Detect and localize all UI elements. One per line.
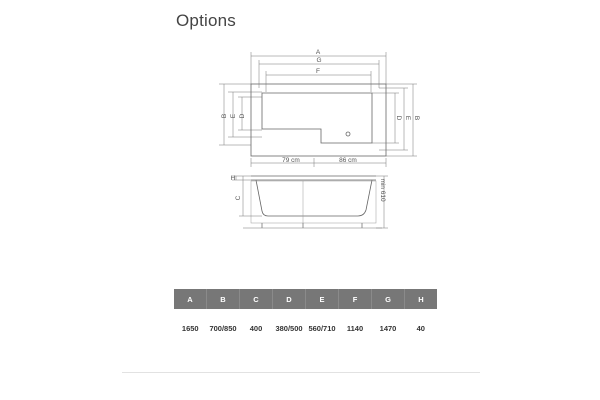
dim-label-d-left: D (239, 113, 246, 119)
dim-label-right-width: 86 cm (339, 157, 357, 164)
dim-label-min-height: min 610 (379, 178, 386, 202)
drain-hole (346, 132, 350, 136)
dimensions-value-row (174, 317, 437, 339)
side-dimension-labels (231, 175, 386, 202)
dim-label-a: A (315, 49, 321, 56)
side-dimension-lines (232, 176, 388, 228)
header-cell-f: F (339, 289, 372, 309)
header-cell-h: H (405, 289, 438, 309)
footer-divider (122, 372, 480, 373)
side-view (243, 176, 382, 228)
header-cell-a: A (174, 289, 207, 309)
dim-label-d-right: D (395, 115, 402, 121)
tub-inner-basin (262, 93, 372, 143)
header-cell-d: D (273, 289, 306, 309)
dim-label-h: H (230, 175, 236, 182)
value-cell-f: 1140 (346, 323, 364, 333)
value-cell-e: 560/710 (308, 323, 336, 333)
dim-label-b-left: B (221, 113, 228, 119)
value-cell-g: 1470 (379, 323, 397, 333)
dim-label-e-right: E (404, 115, 411, 121)
header-cell-g: G (372, 289, 405, 309)
tub-outer-rim (251, 84, 386, 156)
dim-label-g: G (316, 57, 322, 64)
dim-label-left-width: 79 cm (282, 157, 300, 164)
tub-side-body (256, 180, 372, 216)
header-cell-e: E (306, 289, 339, 309)
header-cell-b: B (207, 289, 240, 309)
dimensions-header-row (174, 289, 437, 309)
value-cell-c: 400 (249, 323, 263, 333)
tub-panel (251, 181, 376, 223)
value-cell-d: 380/500 (275, 323, 303, 333)
dim-label-f: F (316, 68, 320, 75)
dimensions-table (174, 289, 437, 339)
page-title: Options (176, 11, 236, 30)
dim-label-b-right: B (413, 115, 420, 121)
dim-label-e-left: E (230, 113, 237, 119)
value-cell-a: 1650 (181, 323, 199, 333)
dim-label-c: C (235, 195, 242, 201)
header-cell-c: C (240, 289, 273, 309)
plan-view (251, 84, 386, 156)
value-cell-h: 40 (416, 323, 425, 333)
value-cell-b: 700/850 (209, 323, 237, 333)
